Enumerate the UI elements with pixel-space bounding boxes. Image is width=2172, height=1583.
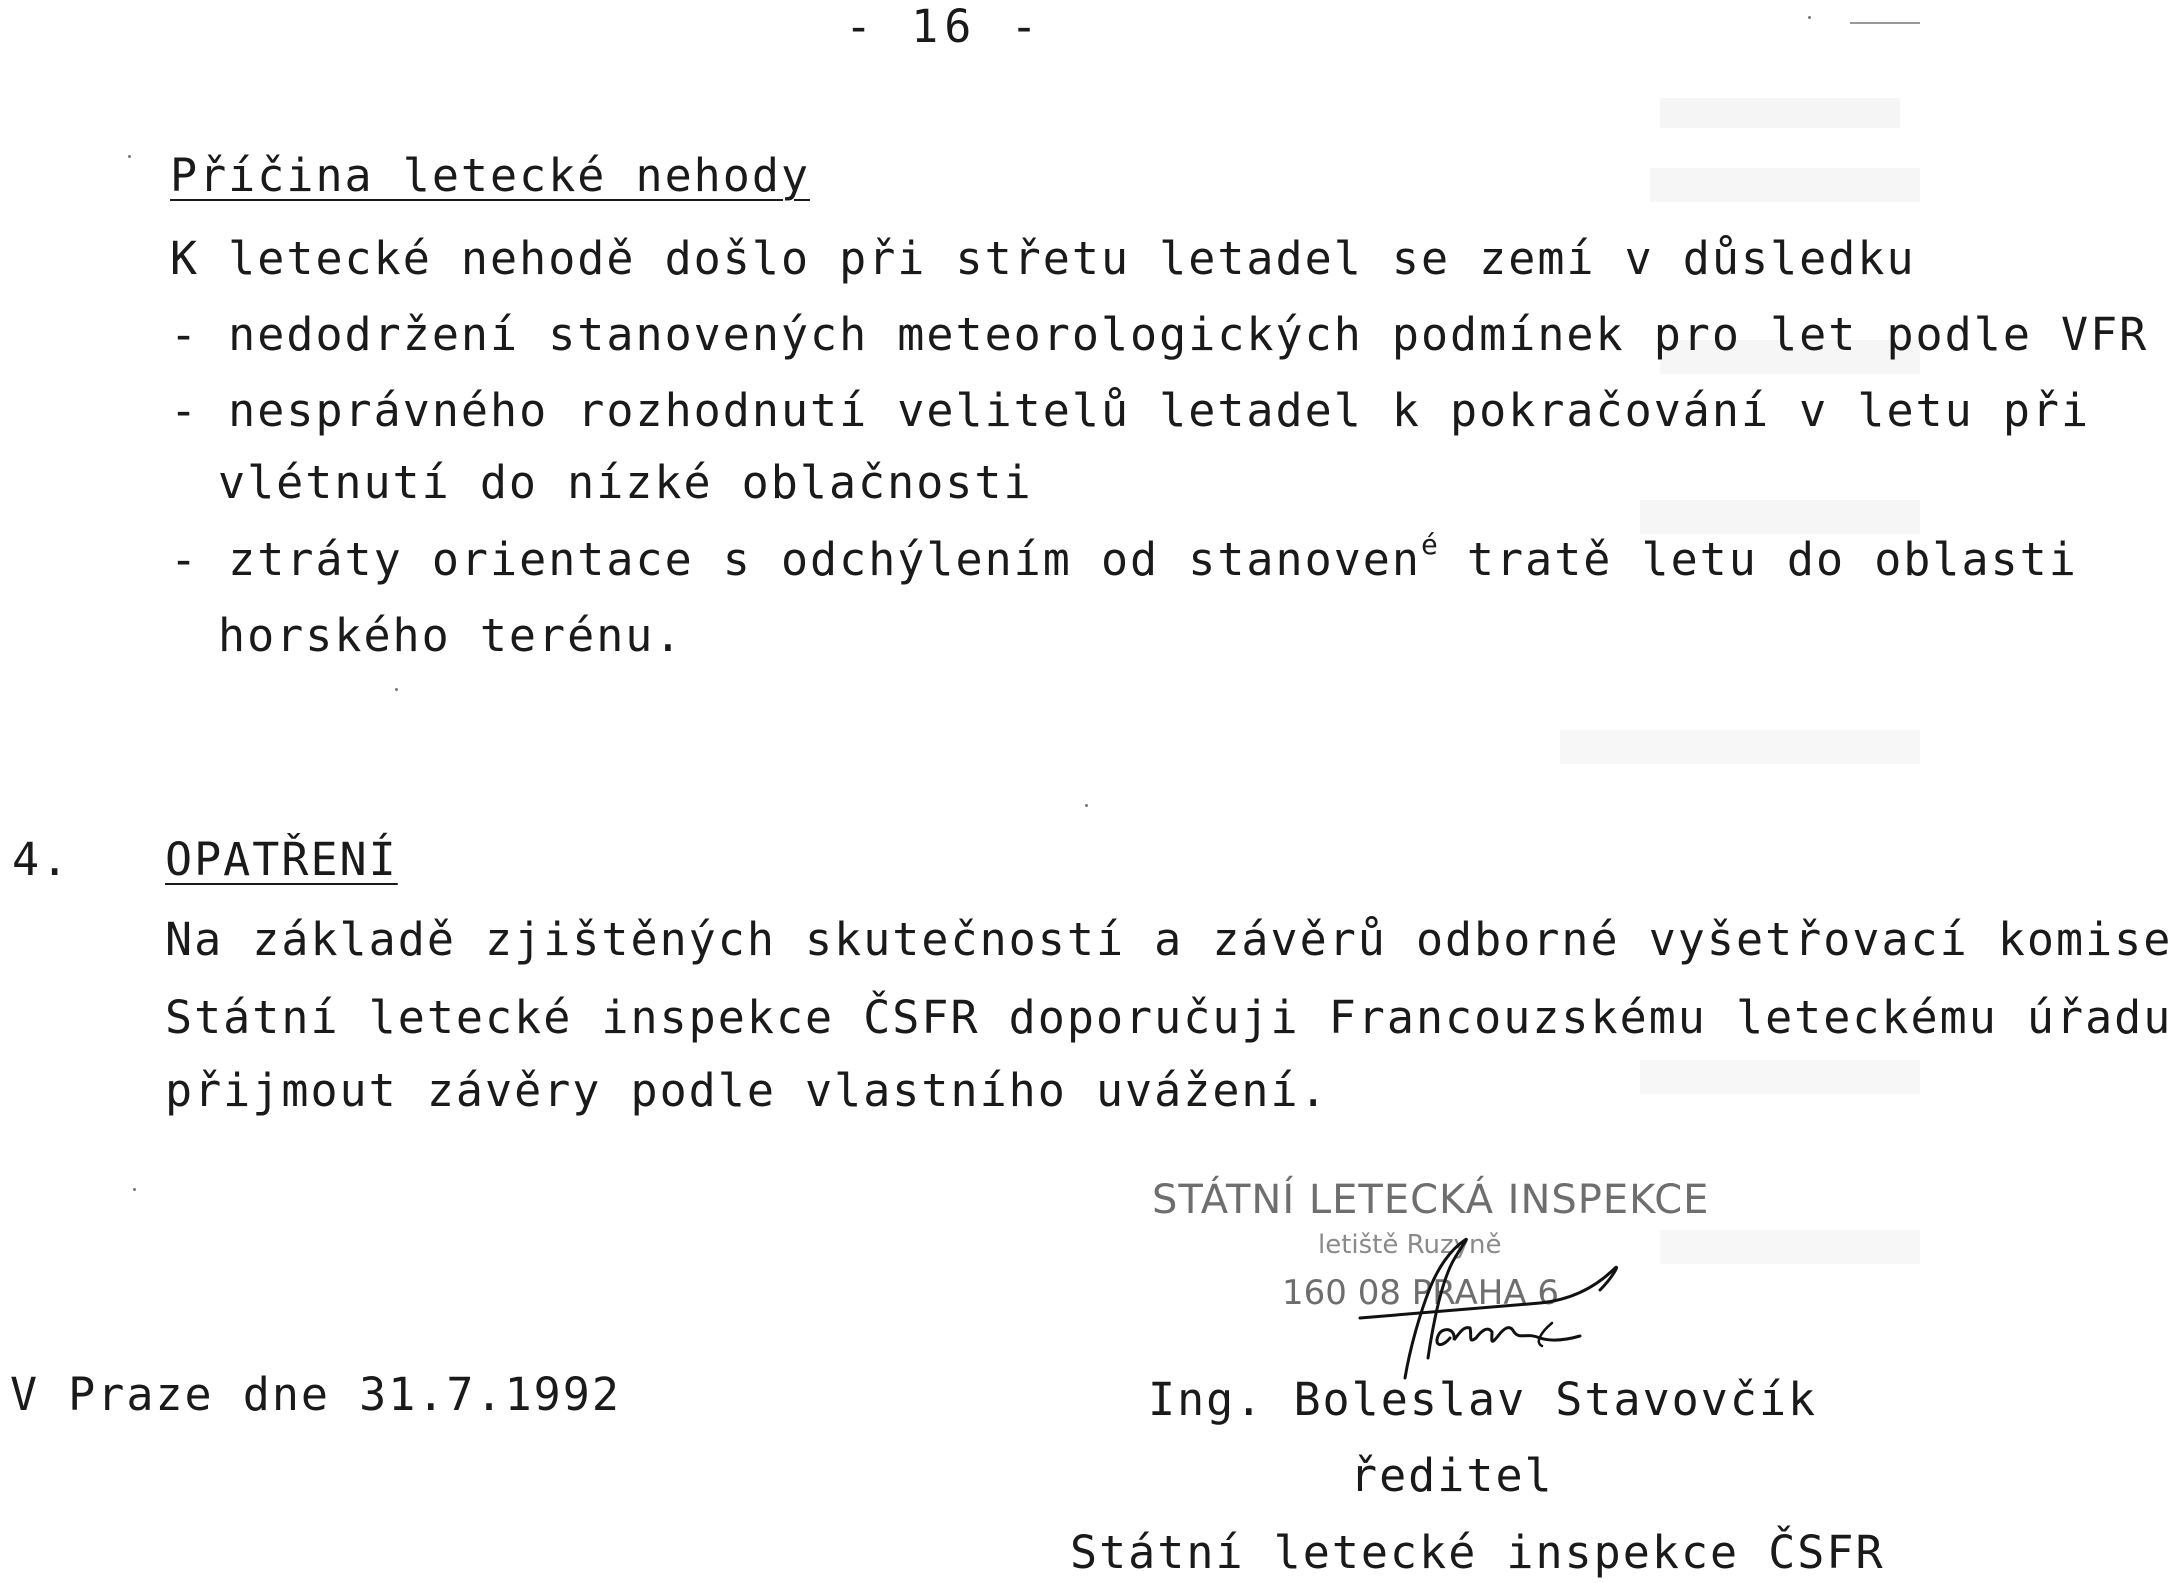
stamp-title: STÁTNÍ LETECKÁ INSPEKCE — [1152, 1177, 1710, 1223]
cause-item-3 — [170, 528, 2078, 586]
handwritten-signature — [1330, 1228, 1630, 1388]
cause-heading: Příčina letecké nehody — [170, 149, 811, 202]
page-number: - 16 - — [845, 0, 1044, 53]
bleed-through — [1660, 1230, 1920, 1264]
bleed-through — [1660, 98, 1900, 128]
scan-speck — [395, 688, 398, 691]
measures-line-2: Státní letecké inspekce ČSFR doporučuji Francouzskému leteckému úřadu — [165, 991, 2172, 1044]
bleed-through — [1650, 168, 1920, 202]
cause-item-2-continued: vlétnutí do nízké oblačnosti — [218, 456, 1033, 509]
scan-speck — [133, 1188, 136, 1191]
bleed-through — [1640, 1060, 1920, 1094]
bleed-through — [1640, 500, 1920, 534]
cause-intro: K letecké nehodě došlo při střetu letadel se zemí v důsledku — [170, 232, 1916, 285]
cause-item-3-text: - ztráty orientace s odchýlením od stanoven — [170, 533, 1421, 586]
cause-item-3-continued: horského terénu. — [218, 609, 684, 662]
stamp-line-3: 160 08 PRAHA 6 — [1282, 1273, 1560, 1313]
measures-line-1: Na základě zjištěných skutečností a závěrů odborné vyšetřovací komise — [165, 913, 2172, 966]
scan-speck — [1808, 16, 1811, 19]
signatory-name: Ing. Boleslav Stavovčík — [1148, 1373, 1818, 1426]
scan-speck — [1085, 804, 1088, 807]
bleed-through — [1560, 730, 1920, 764]
cause-item-2: - nesprávného rozhodnutí velitelů letadel k pokračování v letu při — [170, 384, 2091, 437]
cause-item-3-text-end: tratě letu do oblasti — [1466, 533, 2078, 586]
place-date: V Praze dne 31.7.1992 — [10, 1368, 621, 1421]
signatory-organization: Státní letecké inspekce ČSFR — [1070, 1526, 1885, 1579]
signatory-role: ředitel — [1350, 1449, 1554, 1502]
cause-item-3-superscript: é — [1420, 528, 1438, 561]
cause-item-1: - nedodržení stanovených meteorologických podmínek pro let podle VFR — [170, 308, 2149, 361]
section-number: 4. — [12, 833, 71, 886]
scan-speck — [128, 155, 131, 158]
measures-line-3: přijmout závěry podle vlastního uvážení. — [165, 1064, 1329, 1117]
stamp-line-2: letiště Ruzyně — [1318, 1230, 1502, 1260]
measures-heading: OPATŘENÍ — [165, 833, 398, 886]
scan-edge-mark — [1850, 22, 1920, 24]
